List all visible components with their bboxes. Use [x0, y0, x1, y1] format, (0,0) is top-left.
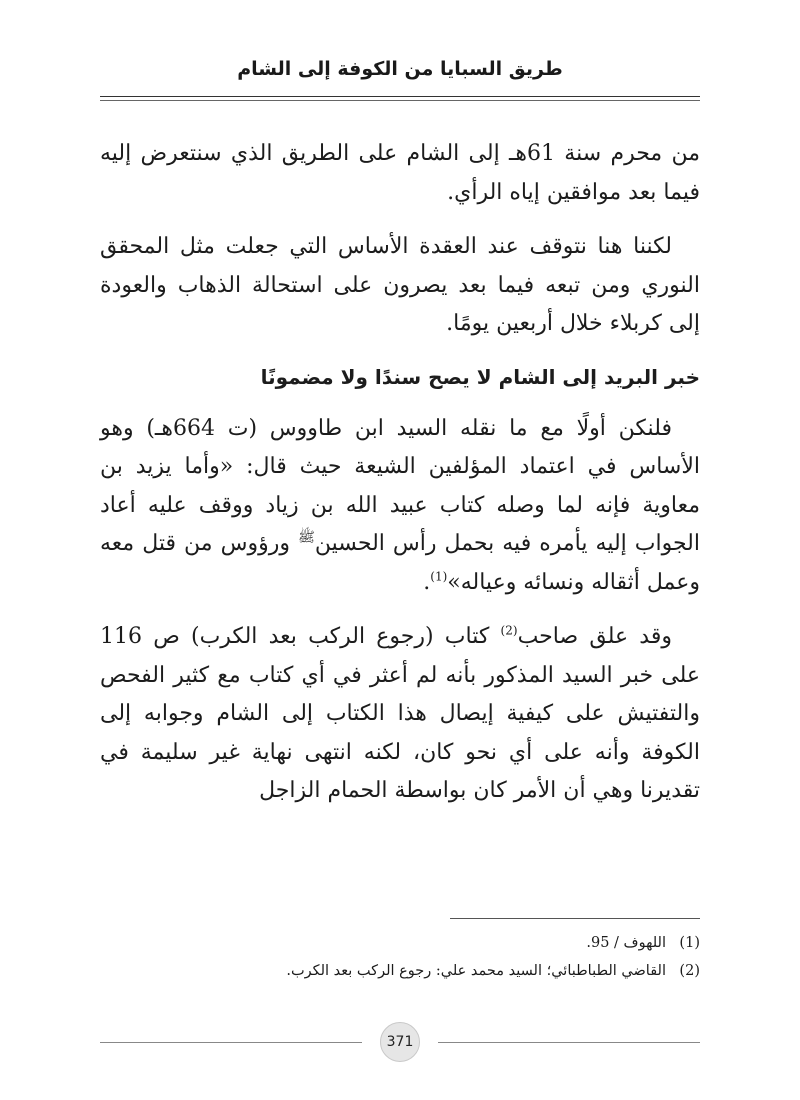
paragraph-4-text-b: كتاب (رجوع الركب بعد الكرب) ص 116 على خبر السيد المذكور بأنه لم أعثر في أي كتاب مع كثير الفحص والتفتيش على كيفية إيصال هذا الكتاب إلى الشام وجوابه إلى الكوفة وأنه على أي نحو كان، لكنه انتهى نهاية غير سليمة في تقديرنا وهي أن الأمر كان بواسطة الحمام الزاجل: [100, 624, 700, 803]
section-subheading: خبر البريد إلى الشام لا يصح سندًا ولا مضمونًا: [260, 364, 700, 389]
footnote-ref-2[interactable]: (2): [500, 623, 518, 638]
honorific-symbol: ﷺ: [297, 529, 315, 546]
paragraph-4: [100, 618, 700, 811]
footer-rule-right: [438, 1042, 700, 1043]
running-head-title: طريق السبايا من الكوفة إلى الشام: [237, 58, 563, 80]
paragraph-2: لكننا هنا نتوقف عند العقدة الأساس التي جعلت مثل المحقق النوري ومن تبعه فيما بعد يصرون على استحالة الذهاب والعودة إلى كربلاء خلال أربعين يومًا.: [100, 234, 700, 336]
footnote-text: القاضي الطباطبائي؛ السيد محمد علي: رجوع الركب بعد الكرب.: [286, 963, 666, 979]
page-footer: [100, 1022, 700, 1062]
paragraph-1: من محرم سنة 61هـ إلى الشام على الطريق الذي سنتعرض إليه فيما بعد موافقين إياه الرأي.: [100, 141, 701, 205]
footnotes: [100, 929, 700, 985]
footnote-ref-1[interactable]: (1): [430, 569, 448, 584]
header-rule-thin: [100, 100, 700, 101]
footnote-item: [100, 957, 700, 985]
footnote-separator: [450, 918, 700, 919]
main-text: [100, 135, 700, 827]
paragraph-3-end: .: [423, 569, 431, 595]
paragraph-3-text-a: فلنكن أولًا مع ما نقله السيد ابن طاووس (ت 664هـ) وهو الأساس في اعتماد المؤلفين الشيعة حيث قال: «وأما يزيد بن معاوية فإنه لما وصله كتاب عبيد الله بن زياد ووقف عليه أعاد الجواب إليه يأمره فيه بحمل رأس الحسين: [100, 415, 700, 556]
page-number-badge: 371: [380, 1022, 420, 1062]
footnote-item: [100, 929, 700, 957]
footer-rule-left: [100, 1042, 362, 1043]
footnote-text: اللهوف / 95.: [586, 935, 666, 951]
footnote-number: (2): [679, 963, 700, 979]
paragraph-4-text-a: وقد علق صاحب: [517, 624, 672, 649]
paragraph-3-text-b: ورؤوس من قتل معه وعمل أثقاله ونسائه وعياله»: [100, 531, 700, 595]
paragraph-3: [100, 410, 700, 603]
header-rule: [100, 96, 700, 97]
footnote-number: (1): [679, 935, 700, 951]
